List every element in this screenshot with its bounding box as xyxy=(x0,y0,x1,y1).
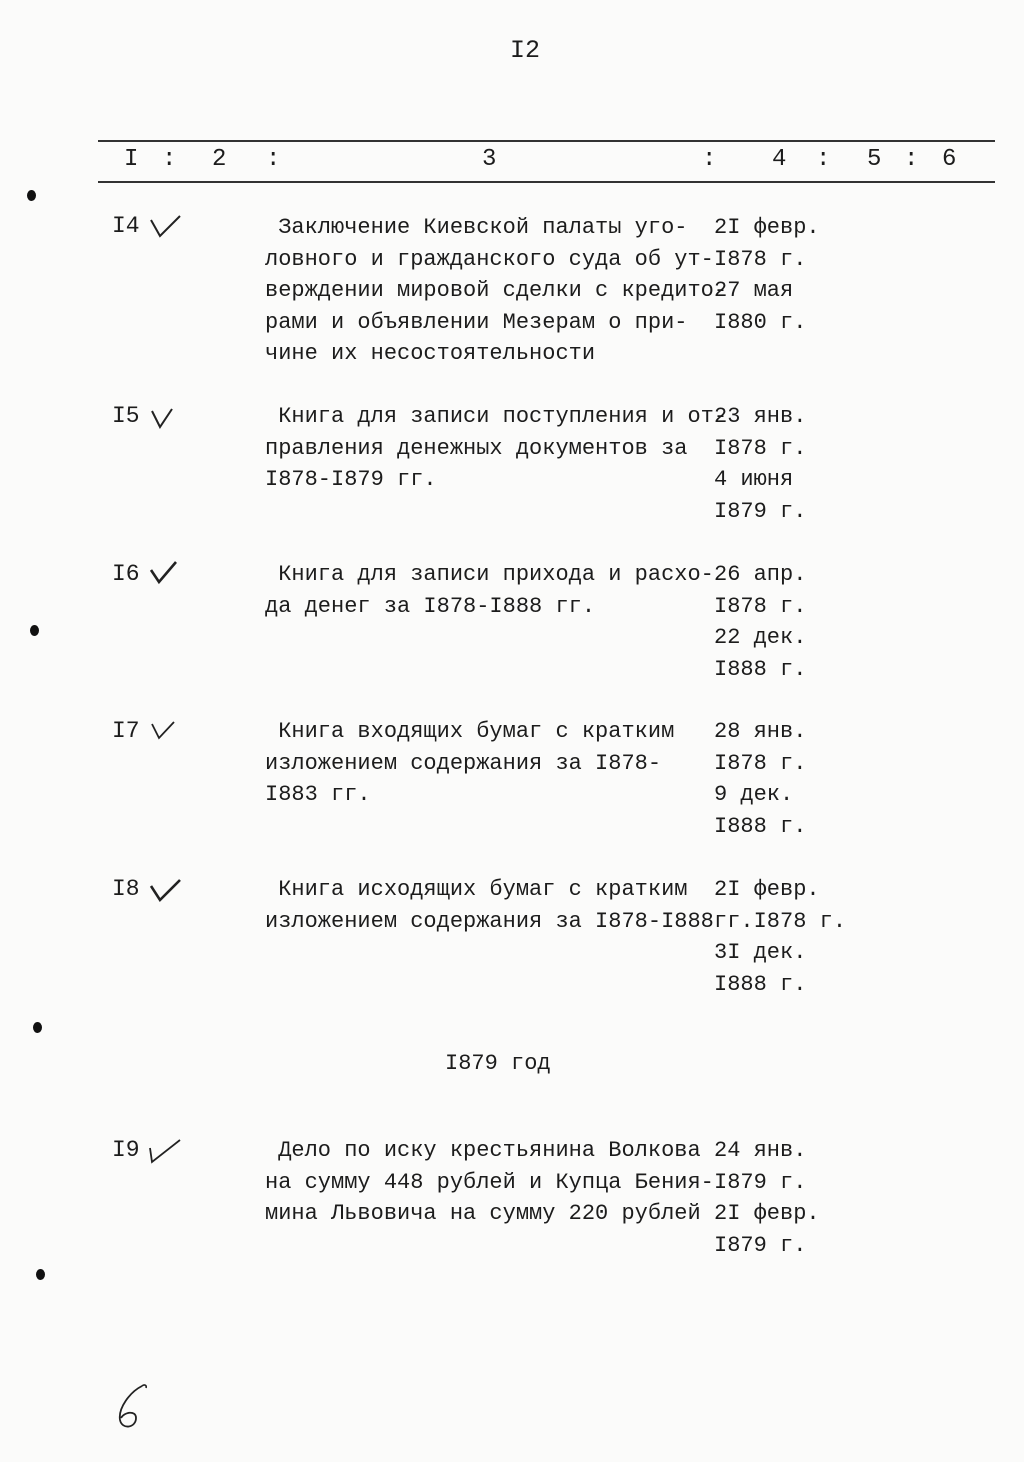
entry-dates: 24 янв. I879 г. 2I февр. I879 г. xyxy=(714,1138,820,1258)
entry-description: Книга для записи поступления и от- правления денежных документов за I878-I879 гг. xyxy=(265,404,728,492)
column-header-3: 3 xyxy=(482,146,498,173)
page-number: I2 xyxy=(509,36,540,65)
header-top-rule xyxy=(98,140,995,142)
punch-hole xyxy=(36,1269,45,1280)
check-mark-icon xyxy=(148,560,182,586)
entry-number: I8 xyxy=(112,876,140,902)
handwritten-number xyxy=(112,1382,152,1432)
entry-dates: 23 янв. I878 г. 4 июня I879 г. xyxy=(714,404,807,524)
column-header-5: 5 xyxy=(867,146,883,173)
column-header-1: I xyxy=(124,146,140,173)
column-header-4: 4 xyxy=(772,146,788,173)
entry-description: Заключение Киевской палаты уго- ловного и гражданского суда об ут- верждении мировой сделки с кредито- рами и объявлении Мезерам о при- чине их несостоятельности xyxy=(265,215,728,366)
entry-description: Книга для записи прихода и расхо- да денег за I878-I888 гг. xyxy=(265,562,714,619)
check-mark-icon xyxy=(148,718,182,744)
column-separator: : xyxy=(702,146,718,173)
check-mark-icon xyxy=(148,214,182,240)
year-heading: I879 год xyxy=(445,1051,551,1076)
column-separator: : xyxy=(162,146,178,173)
column-separator: : xyxy=(266,146,282,173)
entry-dates: 28 янв. I878 г. 9 дек. I888 г. xyxy=(714,719,807,839)
header-bottom-rule xyxy=(98,181,995,183)
entry-description: Книга исходящих бумаг с кратким изложением содержания за I878-I888 xyxy=(265,877,714,934)
check-mark-icon xyxy=(148,878,182,904)
check-mark-icon xyxy=(148,405,182,431)
entry-number: I4 xyxy=(112,213,140,239)
check-mark-icon xyxy=(148,1138,182,1164)
entry-number: I6 xyxy=(112,561,140,587)
column-header-2: 2 xyxy=(212,146,228,173)
column-separator: : xyxy=(816,146,832,173)
entry-dates: 2I февр. гг.I878 г. 3I дек. I888 г. xyxy=(714,877,847,997)
entry-description: Книга входящих бумаг с кратким изложением содержания за I878- I883 гг. xyxy=(265,719,675,807)
entry-dates: 2I февр. I878 г. 27 мая I880 г. xyxy=(714,215,820,335)
entry-number: I7 xyxy=(112,718,140,744)
punch-hole xyxy=(27,190,36,201)
entry-number: I5 xyxy=(112,403,140,429)
entry-description: Дело по иску крестьянина Волкова на сумму 448 рублей и Купца Бения- мина Львовича на сумму 220 рублей xyxy=(265,1138,714,1226)
entry-number: I9 xyxy=(112,1137,140,1163)
punch-hole xyxy=(33,1022,42,1033)
column-separator: : xyxy=(904,146,920,173)
punch-hole xyxy=(30,625,39,636)
entry-dates: 26 апр. I878 г. 22 дек. I888 г. xyxy=(714,562,807,682)
column-header-6: 6 xyxy=(942,146,958,173)
